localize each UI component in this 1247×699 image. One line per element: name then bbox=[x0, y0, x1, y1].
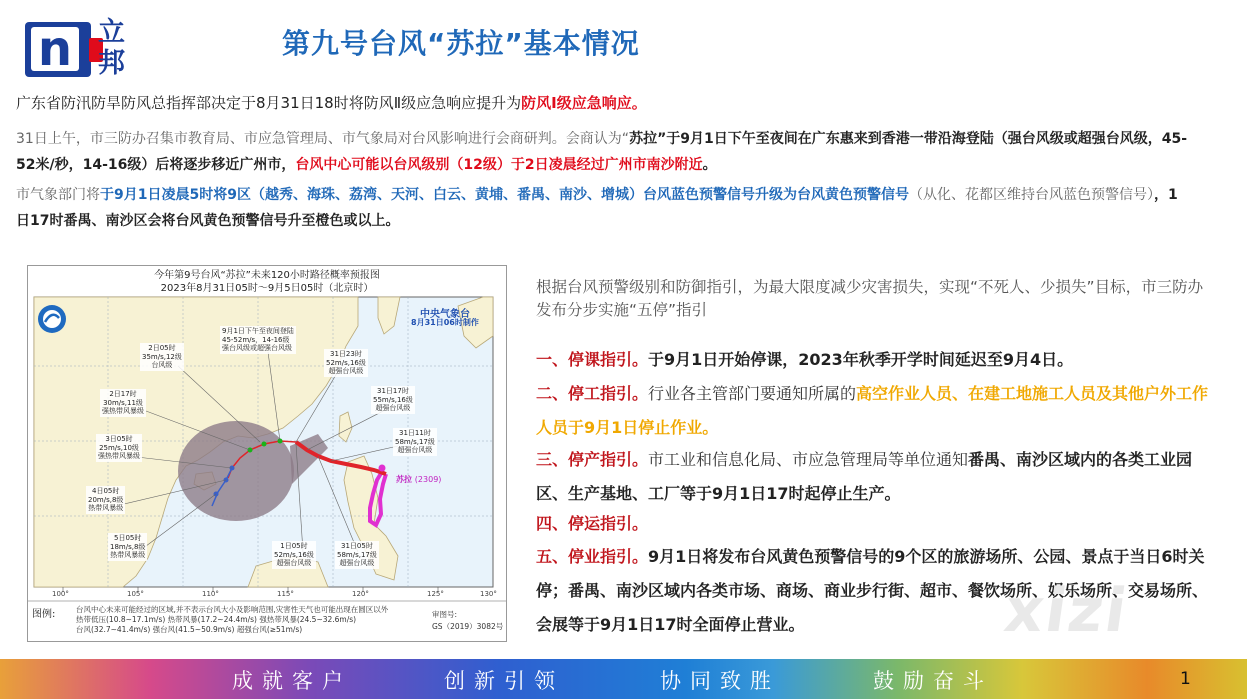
measure-3: 三、停产指引。市工业和信息化局、市应急管理局等单位通知番禺、南沙区域内的各类工业园区、生产基地、工厂等于9月1日17时起停止生产。 bbox=[536, 450, 1193, 503]
paragraph-warning-signal bbox=[16, 182, 1191, 234]
watermark: xizi bbox=[1000, 576, 1133, 646]
callout-d31_23: 31日23时 52m/s,16级 超强台风级 bbox=[326, 350, 366, 375]
callout-d2_05: 2日05时 35m/s,12级 台风级 bbox=[142, 344, 182, 369]
legend-line-2: 热带低压(10.8~17.1m/s) 热带风暴(17.2~24.4m/s) 强热带风暴(24.5~32.6m/s) bbox=[76, 615, 357, 624]
callout-d5_05: 5日05时 18m/s,8级 热带风暴级 bbox=[110, 534, 146, 559]
measure-5: 五、停业指引。9月1日将发布台风黄色预警信号的9个区的旅游场所、公园、景点于当日6时关停；番禺、南沙区域内各类市场、商场、商业步行街、超市、餐饮场所、娱乐场所、交易场所、会展等于9月1日17时全面停止营业。 bbox=[536, 547, 1209, 634]
map-agency-time: 8月31日06时制作 bbox=[411, 318, 479, 327]
logo-text: 立邦 bbox=[98, 17, 125, 79]
callout-d2_17: 2日17时 30m/s,11级 强热带风暴级 bbox=[102, 390, 144, 415]
slogan-3: 协同致胜 bbox=[660, 669, 780, 693]
p3-s4: ，1日17时番禺、南沙区会将台风黄色预警信号升至橙色或以上。 bbox=[16, 187, 1178, 229]
map-title-line2: 2023年8月31日05时～9月5日05时（北京时） bbox=[160, 283, 374, 294]
map-typhoon-label: 苏拉 (2309) bbox=[396, 475, 442, 484]
page-title: 第九号台风“苏拉”基本情况 bbox=[282, 27, 640, 60]
p1-highlight: 防风Ⅰ级应急响应。 bbox=[521, 94, 647, 112]
map-agency: 中央气象台 bbox=[420, 309, 470, 320]
slogan-1: 成就客户 bbox=[232, 669, 352, 693]
intro-paragraph: 根据台风预警级别和防御指引，为最大限度减少灾害损失，实现“不死人、少损失”目标，市三防办发布分步实施“五停”指引 bbox=[536, 278, 1204, 319]
measure-1: 一、停课指引。于9月1日开始停课，2023年秋季开学时间延迟至9月4日。 bbox=[536, 350, 1074, 369]
p2-s1: 31日上午，市三防办召集市教育局、市应急管理局、市气象局对台风影响进行会商研判。会商认为“ bbox=[16, 131, 630, 147]
map-approval-code: 审图号: GS（2019）3082号 bbox=[432, 610, 504, 631]
map-legend-label: 图例: bbox=[32, 609, 56, 620]
p2-s4: 台风中心可能以台风级别（12级）于2日凌晨经过广州市南沙附近 bbox=[295, 157, 703, 173]
paragraph-consultation bbox=[16, 126, 1191, 178]
p1-text: 广东省防汛防旱防风总指挥部决定于8月31日18时将防风Ⅱ级应急响应提升为 bbox=[16, 94, 522, 112]
slogan-2: 创新引领 bbox=[444, 669, 564, 693]
p2-s3: ， bbox=[281, 157, 296, 173]
legend-line-3: 台风(32.7~41.4m/s) 强台风(41.5~50.9m/s) 超强台风(≥51m/s) bbox=[76, 625, 303, 634]
paragraph-emergency-response bbox=[16, 92, 647, 113]
callout-d3_05: 3日05时 25m/s,10级 强热带风暴级 bbox=[98, 435, 140, 460]
logo-letter: n bbox=[37, 21, 73, 77]
legend-line-1: 台风中心未来可能经过的区域,并不表示台风大小及影响范围,灾害性天气也可能出现在圆区以外 bbox=[76, 605, 389, 614]
company-logo bbox=[25, 22, 91, 77]
callout-d4_05: 4日05时 20m/s,8级 热带风暴级 bbox=[88, 487, 124, 512]
p2-s2: 苏拉”于9月1日下午至夜间在广东惠来到香港一带沿海登陆（强台风级或超强台风级，45-52米/秒，14-16级）后将逐步移近广州市 bbox=[16, 131, 1188, 173]
p3-s3: （从化、花都区维持台风蓝色预警信号） bbox=[908, 187, 1154, 203]
callout-d31_05: 31日05时 58m/s,17级 超强台风级 bbox=[337, 542, 377, 567]
measure-2: 二、停工指引。行业各主管部门要通知所属的高空作业人员、在建工地施工人员及其他户外工作人员于9月1日停止作业。 bbox=[536, 384, 1209, 437]
p3-s1: 市气象部门将 bbox=[16, 187, 100, 203]
callout-d1_05: 1日05时 52m/s,16级 超强台风级 bbox=[274, 542, 314, 567]
map-title-line1: 今年第9号台风“苏拉”未来120小时路径概率预报图 bbox=[154, 270, 380, 281]
p2-s5: 。 bbox=[702, 157, 717, 173]
page-number: 1 bbox=[1180, 669, 1191, 689]
map-legend bbox=[76, 605, 388, 635]
callout-d31_17: 31日17时 55m/s,16级 超强台风级 bbox=[373, 387, 413, 412]
footer-slogans bbox=[0, 665, 1247, 693]
measure-4: 四、停运指引。 bbox=[536, 514, 649, 533]
callout-d31_11: 31日11时 58m/s,17级 超强台风级 bbox=[395, 429, 435, 454]
p3-s2: 于9月1日凌晨5时将9区（越秀、海珠、荔湾、天河、白云、黄埔、番禺、南沙、增城）台风蓝色预警信号升级为台风黄色预警信号 bbox=[100, 187, 909, 203]
slogan-4: 鼓励奋斗 bbox=[873, 669, 993, 693]
typhoon-forecast-map: 今年第9号台风“苏拉”未来120小时路径概率预报图 2023年8月31日05时～9月5日05时（北京时） 中央气象台 8月31日06时制作 苏拉 (2309) 9月1日下午至夜间登陆 45-52m/s，14-16级 强台风级或超强台风级 2日05时 35m/s,12级 台风级 2日17时 30m/s,11级 强热带风暴级 3日05时 25m/s,10级 强热带风暴级 4日05时 20m/s,8级 热带风暴级 5日05时 18m/s,8级 热带风暴级 31日23时 52m/s,16级 超强台风级 31日17时 55m/s,16级 超强台风级 31日11时 58m/s,17级 超强台风级 1日05时 52m/s,16级 超强台风级 31日05时 58m/s,17级 超强台风级 100° 105° 110° 115° 120° 125° 130° 图例: 台风中心未来可能经过的区域,并不表示台风大小及影响范围,灾害性天气也可能出现在圆区以外 热带低压(10.8~17.1m/s) 热带风暴(17.2~24.4m/s) 强热带风暴(24.5~32.6m/s) 台风(32.7~41.4m/s) 强台风(41.5~50.9m/s) 超强台风(≥51m/s) 审图号: GS（2019）3082号 bbox=[27, 265, 507, 642]
callout-landfall: 9月1日下午至夜间登陆 45-52m/s，14-16级 强台风级或超强台风级 bbox=[222, 327, 294, 352]
